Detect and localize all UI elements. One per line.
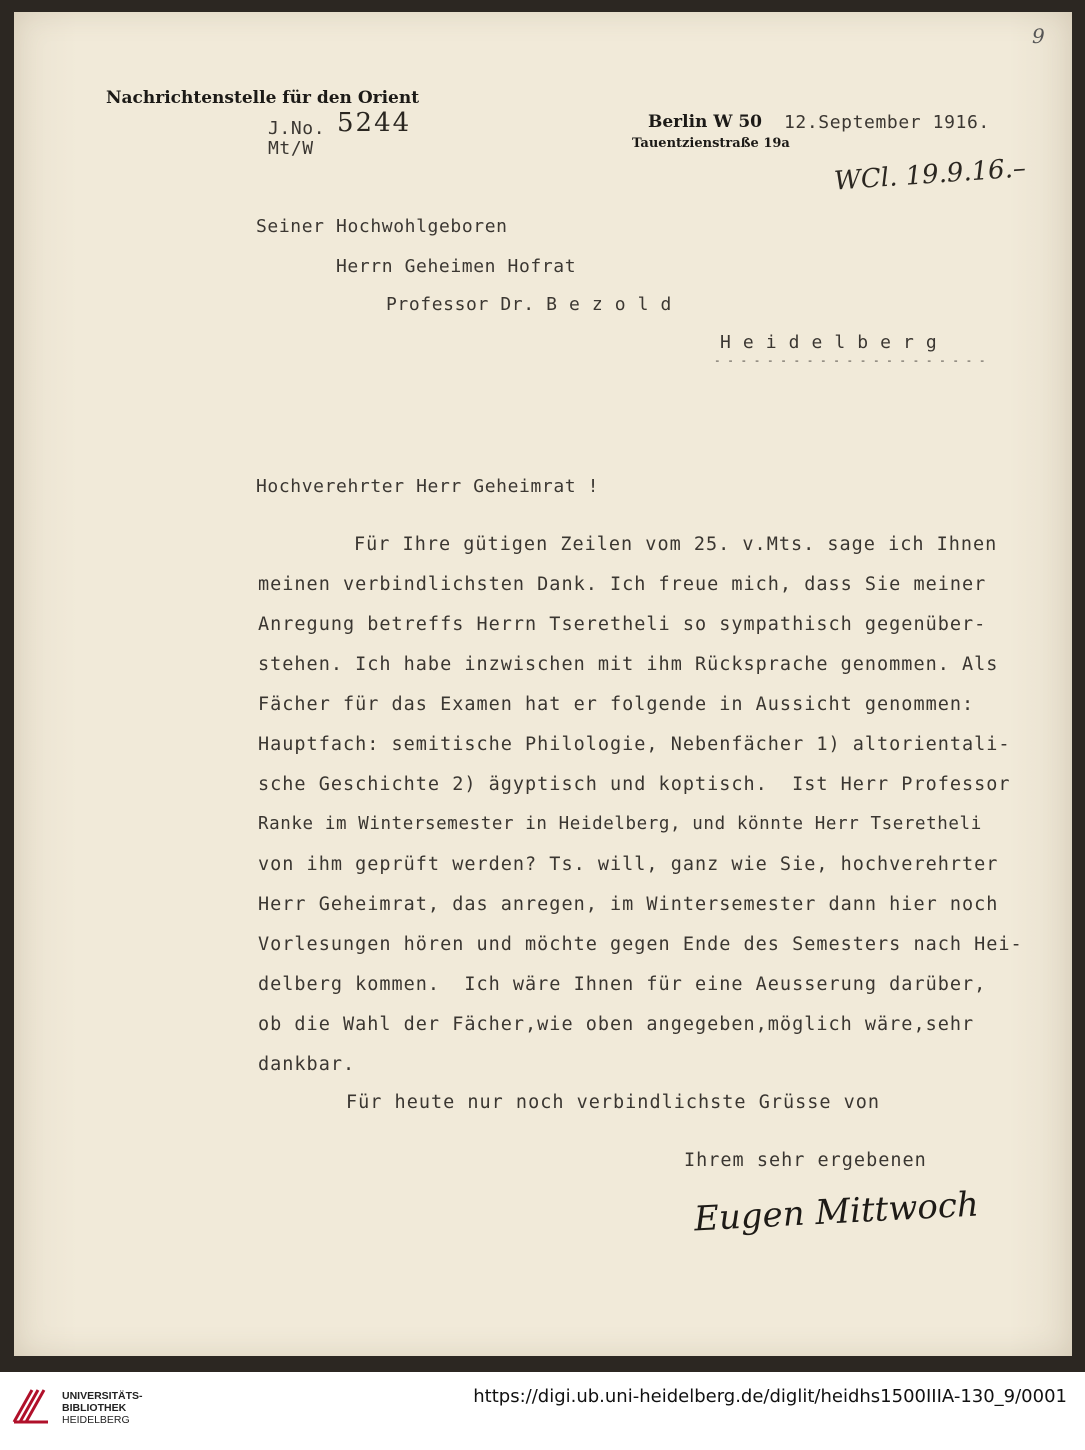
page-number: 9 xyxy=(1032,24,1045,48)
body-line: dankbar. xyxy=(258,1054,356,1075)
letter-page xyxy=(14,12,1072,1356)
library-logo-icon xyxy=(8,1382,54,1428)
letterhead-street: Tauentzienstraße 19a xyxy=(632,136,790,151)
journal-number-value: 5244 xyxy=(337,108,412,138)
library-logo-text xyxy=(62,1390,143,1426)
body-line: delberg kommen. Ich wäre Ihnen für eine Aeusserung darüber, xyxy=(258,974,987,995)
received-annotation: WCl. 19.9.16.– xyxy=(833,153,1027,197)
body-line: Für Ihre gütigen Zeilen vom 25. v.Mts. sage ich Ihnen xyxy=(354,534,998,555)
body-line: Herr Geheimrat, das anregen, im Wintersemester dann hier noch xyxy=(258,894,999,915)
letterhead-organization: Nachrichtenstelle für den Orient xyxy=(106,88,420,108)
journal-number-label: J.No. xyxy=(268,118,326,139)
logo-line-3: HEIDELBERG xyxy=(62,1414,130,1426)
complimentary-close: Ihrem sehr ergebenen xyxy=(684,1150,927,1171)
address-line-3: Professor Dr. B e z o l d xyxy=(386,294,672,315)
address-line-1: Seiner Hochwohlgeboren xyxy=(256,216,508,237)
logo-line-2: BIBLIOTHEK xyxy=(62,1402,127,1414)
body-line: Anregung betreffs Herrn Tseretheli so sympathisch gegenüber- xyxy=(258,614,987,635)
reference-initials: Mt/W xyxy=(268,138,314,159)
address-line-2: Herrn Geheimen Hofrat xyxy=(336,256,577,277)
body-line: Vorlesungen hören und möchte gegen Ende des Semesters nach Hei- xyxy=(258,934,1023,955)
closing-line: Für heute nur noch verbindlichste Grüsse von xyxy=(346,1092,881,1113)
body-line: meinen verbindlichsten Dank. Ich freue mich, dass Sie meiner xyxy=(258,574,987,595)
letterhead-city: Berlin W 50 xyxy=(648,112,763,132)
body-line: Hauptfach: semitische Philologie, Nebenfächer 1) altorientali- xyxy=(258,734,1011,755)
address-city: H e i d e l b e r g xyxy=(720,332,938,353)
body-line: Fächer für das Examen hat er folgende in Aussicht genommen: xyxy=(258,694,975,715)
logo-line-1: UNIVERSITÄTS- xyxy=(62,1390,143,1402)
salutation: Hochverehrter Herr Geheimrat ! xyxy=(256,476,600,497)
library-footer xyxy=(0,1372,1085,1450)
body-line: Ranke im Wintersemester in Heidelberg, und könnte Herr Tseretheli xyxy=(258,814,982,834)
address-city-underline: - - - - - - - - - - - - - - - - - - - - - xyxy=(714,354,986,367)
body-line: von ihm geprüft werden? Ts. will, ganz wie Sie, hochverehrter xyxy=(258,854,999,875)
body-line: ob die Wahl der Fächer,wie oben angegeben,möglich wäre,sehr xyxy=(258,1014,975,1035)
body-line: sche Geschichte 2) ägyptisch und koptisch. Ist Herr Professor xyxy=(258,774,1011,795)
letter-date: 12.September 1916. xyxy=(784,112,990,133)
signature: Eugen Mittwoch xyxy=(693,1184,980,1240)
permalink-url[interactable]: https://digi.ub.uni-heidelberg.de/diglit/heidhs1500IIIA-130_9/0001 xyxy=(473,1386,1067,1407)
body-line: stehen. Ich habe inzwischen mit ihm Rücksprache genommen. Als xyxy=(258,654,999,675)
